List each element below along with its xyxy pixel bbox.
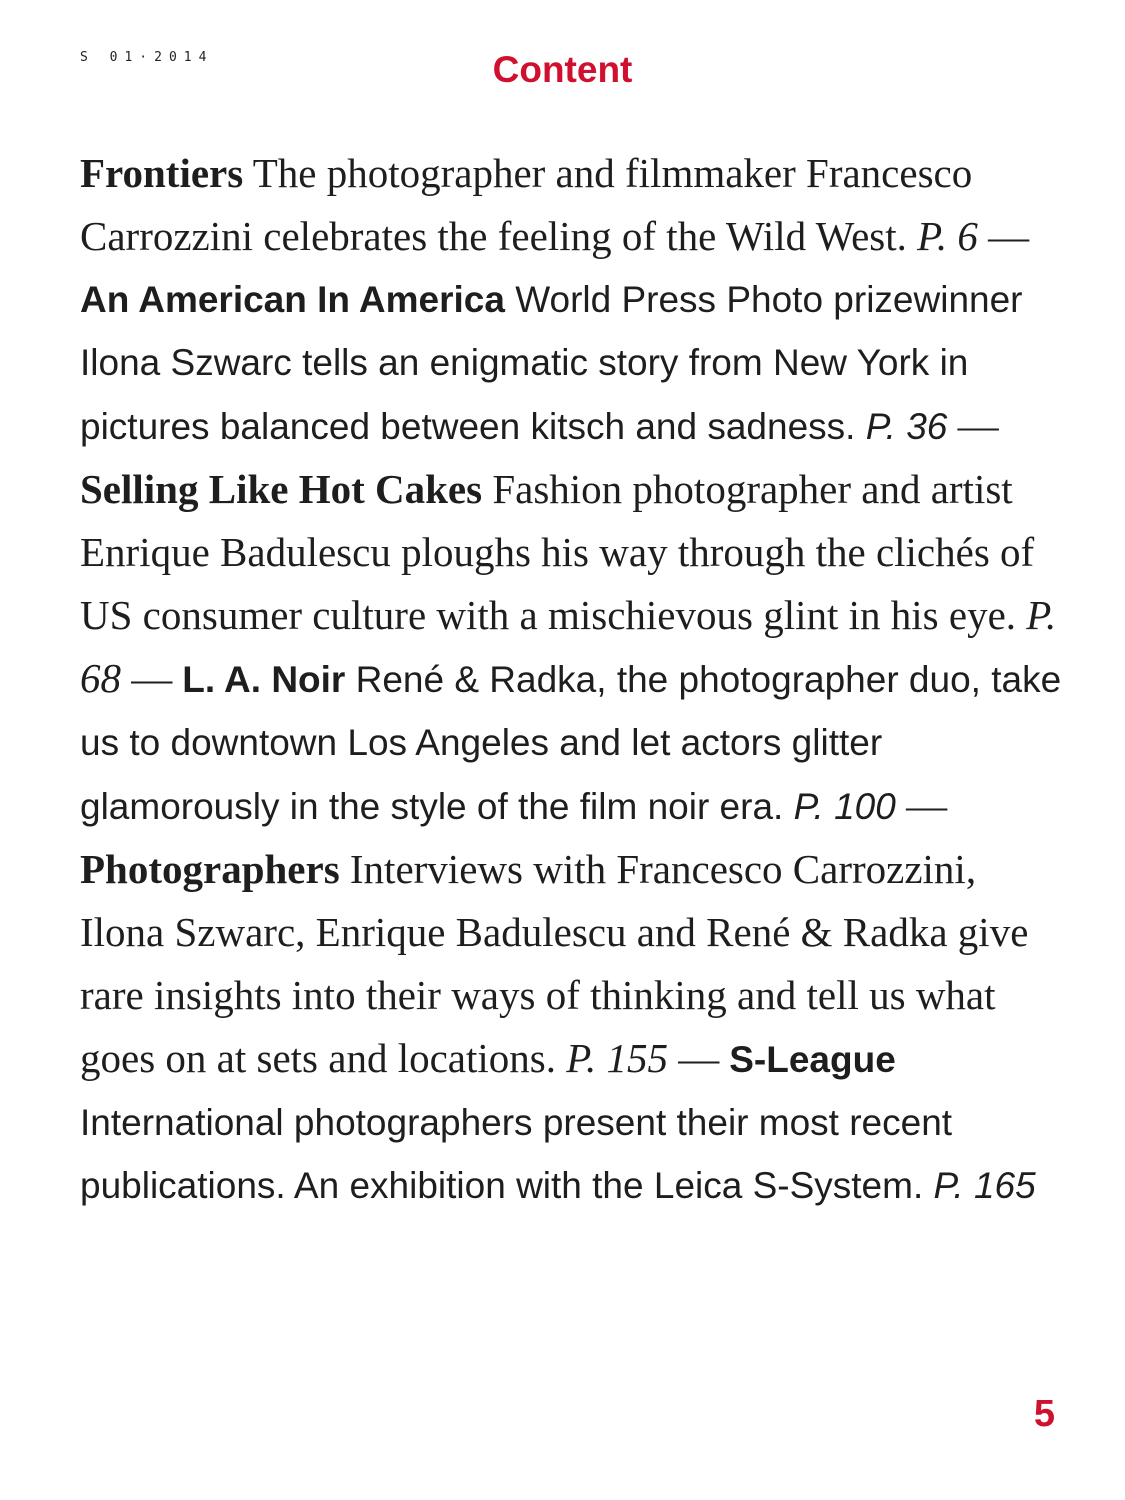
entry-description: World Press Photo prizewinner Ilona Szwarc tells an enigmatic story from New York in pictures balanced between kitsch and sadness. — [80, 279, 1023, 447]
toc-entry — [80, 279, 1023, 447]
entry-page: P. 6 — [917, 213, 978, 259]
page-number: 5 — [1033, 1393, 1055, 1435]
entry-title: L. A. Noir — [182, 659, 346, 700]
page-title: Content — [492, 49, 633, 90]
entry-page: P. 155 — [566, 1035, 668, 1081]
entry-separator: — — [678, 1035, 720, 1081]
entry-description: René & Radka, the photographer duo, take us to downtown Los Angeles and let actors glitter glamorously in the style of the film noir era. — [80, 659, 1062, 827]
entry-separator: — — [131, 655, 173, 701]
entry-separator: — — [906, 782, 948, 828]
entry-separator: — — [988, 213, 1030, 259]
entry-separator: — — [957, 402, 999, 448]
entry-page: P. 100 — [793, 786, 896, 827]
entry-description: Interviews with Francesco Carrozzini, Ilona Szwarc, Enrique Badulescu and René & Radka give rare insights into their ways of thinking and tell us what goes on at sets and locations. — [80, 846, 1029, 1081]
entry-title: Selling Like Hot Cakes — [80, 466, 483, 512]
contents-list — [80, 142, 1070, 1217]
entry-page: P. 165 — [933, 1165, 1036, 1206]
entry-description: Fashion photographer and artist Enrique Badulescu ploughs his way through the clichés of US consumer culture with a mischievous glint in his eye. — [80, 466, 1035, 638]
entry-page: P. 68 — [80, 592, 1057, 701]
entry-title: Frontiers — [80, 150, 244, 196]
toc-entry — [80, 659, 1061, 827]
entry-description: The photographer and filmmaker Francesco Carrozzini celebrates the feeling of the Wild West. — [80, 150, 973, 259]
entry-description: International photographers present their most recent publications. An exhibition with the Leica S-System. — [80, 1102, 953, 1206]
toc-entry — [80, 150, 1029, 259]
entry-page: P. 36 — [865, 406, 948, 447]
entry-title: An American In America — [80, 279, 505, 320]
entry-title: S-League — [729, 1039, 896, 1080]
entry-title: Photographers — [80, 846, 340, 892]
issue-number: S 01·2014 — [80, 50, 214, 65]
